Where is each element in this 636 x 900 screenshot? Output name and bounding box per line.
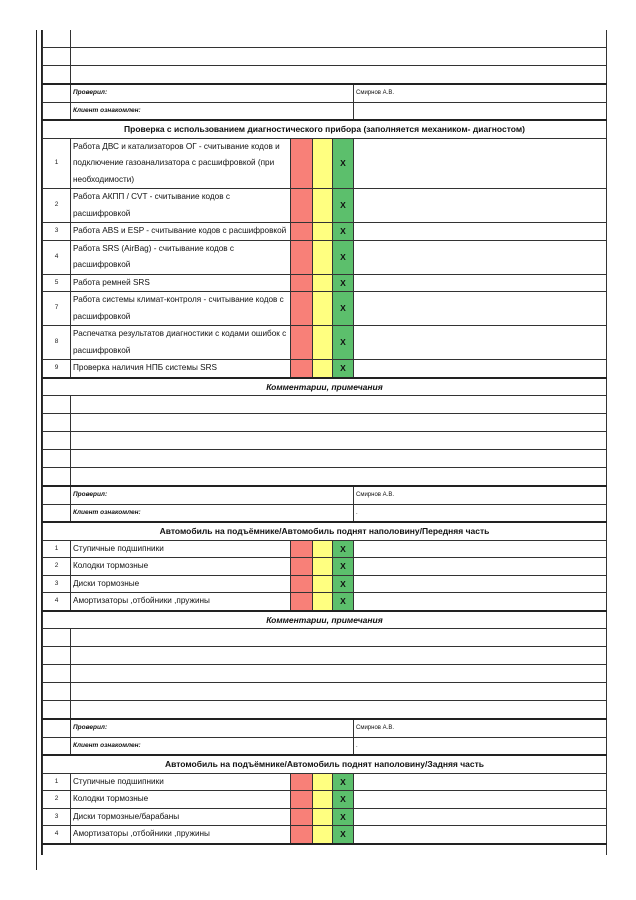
check-row [43, 189, 607, 223]
status-green-cell[interactable]: X [333, 540, 354, 558]
comments-title: Комментарии, примечания [43, 378, 607, 396]
note-cell[interactable] [354, 826, 607, 844]
status-yellow-cell[interactable] [313, 360, 333, 378]
status-green-cell[interactable]: X [333, 808, 354, 826]
row-number: 4 [43, 826, 71, 844]
comment-input[interactable] [71, 683, 607, 701]
check-row [43, 138, 607, 189]
status-red-cell[interactable] [291, 274, 313, 292]
check-item-label: Амортизаторы ,отбойники ,пружины [71, 826, 291, 844]
comment-row [43, 683, 607, 701]
row-number: 5 [43, 274, 71, 292]
status-green-cell[interactable]: X [333, 292, 354, 326]
row-number: 1 [43, 540, 71, 558]
comment-num-cell [43, 701, 71, 720]
check-item-label: Работа ремней SRS [71, 274, 291, 292]
note-cell[interactable] [354, 808, 607, 826]
comment-input[interactable] [71, 450, 607, 468]
sig-num-cell [43, 737, 71, 755]
sig-num-cell [43, 486, 71, 504]
check-row [43, 575, 607, 593]
status-yellow-cell[interactable] [313, 575, 333, 593]
comment-num-cell [43, 665, 71, 683]
row-number: 8 [43, 326, 71, 360]
status-yellow-cell[interactable] [313, 593, 333, 611]
comment-row [43, 48, 607, 66]
row-number: 3 [43, 575, 71, 593]
checked-by-value[interactable]: Смирнов А.В. [354, 719, 607, 737]
note-cell[interactable] [354, 360, 607, 378]
check-item-label: Колодки тормозные [71, 558, 291, 576]
section-header-rear [43, 755, 607, 773]
check-row [43, 240, 607, 274]
status-yellow-cell[interactable] [313, 274, 333, 292]
comments-header [43, 378, 607, 396]
check-item-label: Проверка наличия НПБ системы SRS [71, 360, 291, 378]
row-number: 3 [43, 223, 71, 241]
check-item-label: Работа АКПП / CVT - считывание кодов с расшифровкой [71, 189, 291, 223]
row-number: 1 [43, 773, 71, 791]
status-red-cell[interactable] [291, 189, 313, 223]
status-green-cell[interactable]: X [333, 326, 354, 360]
comment-row [43, 629, 607, 647]
status-red-cell[interactable] [291, 292, 313, 326]
status-red-cell[interactable] [291, 326, 313, 360]
row-number: 4 [43, 240, 71, 274]
note-cell[interactable] [354, 540, 607, 558]
table-tail [43, 844, 607, 855]
checked-by-label: Проверил: [71, 486, 354, 504]
comment-input[interactable] [71, 432, 607, 450]
check-item-label: Работа системы климат-контроля - считывание кодов с расшифровкой [71, 292, 291, 326]
status-yellow-cell[interactable] [313, 791, 333, 809]
comment-row [43, 665, 607, 683]
status-yellow-cell[interactable] [313, 773, 333, 791]
note-cell[interactable] [354, 791, 607, 809]
outer-border-line [36, 30, 37, 870]
comments-title: Комментарии, примечания [43, 611, 607, 629]
comment-row [43, 450, 607, 468]
note-cell[interactable] [354, 292, 607, 326]
status-yellow-cell[interactable] [313, 558, 333, 576]
comment-num-cell [43, 48, 71, 66]
status-red-cell[interactable] [291, 138, 313, 189]
status-green-cell[interactable]: X [333, 274, 354, 292]
check-row [43, 826, 607, 844]
status-yellow-cell[interactable] [313, 826, 333, 844]
comment-num-cell [43, 432, 71, 450]
note-cell[interactable] [354, 558, 607, 576]
check-item-label: Распечатка результатов диагностики с кодами ошибок с расшифровкой [71, 326, 291, 360]
signature-row-client [43, 102, 607, 120]
note-cell[interactable] [354, 223, 607, 241]
checked-by-label: Проверил: [71, 84, 354, 102]
status-red-cell[interactable] [291, 558, 313, 576]
check-row [43, 326, 607, 360]
check-row [43, 593, 607, 611]
comment-input[interactable] [71, 30, 607, 48]
comment-input[interactable] [71, 468, 607, 487]
status-yellow-cell[interactable] [313, 326, 333, 360]
row-number: 2 [43, 558, 71, 576]
check-row [43, 274, 607, 292]
status-green-cell[interactable]: X [333, 240, 354, 274]
check-row [43, 360, 607, 378]
client-acknowledged-label: Клиент ознакомлен: [71, 102, 354, 120]
status-green-cell[interactable]: X [333, 826, 354, 844]
inspection-table [42, 30, 607, 855]
comment-num-cell [43, 396, 71, 414]
status-green-cell[interactable]: X [333, 189, 354, 223]
comment-input[interactable] [71, 414, 607, 432]
status-green-cell[interactable]: X [333, 791, 354, 809]
comments-header [43, 611, 607, 629]
comment-input[interactable] [71, 48, 607, 66]
comment-num-cell [43, 468, 71, 487]
note-cell[interactable] [354, 326, 607, 360]
status-yellow-cell[interactable] [313, 189, 333, 223]
comment-row [43, 414, 607, 432]
comment-num-cell [43, 629, 71, 647]
status-red-cell[interactable] [291, 791, 313, 809]
sig-num-cell [43, 719, 71, 737]
comment-row [43, 432, 607, 450]
check-item-label: Ступичные подшипники [71, 540, 291, 558]
section-header-diagnostics [43, 120, 607, 138]
status-green-cell[interactable]: X [333, 575, 354, 593]
inspection-sheet [41, 30, 607, 855]
row-number: 1 [43, 138, 71, 189]
comment-row [43, 30, 607, 48]
comment-num-cell [43, 647, 71, 665]
row-number: 2 [43, 791, 71, 809]
status-green-cell[interactable]: X [333, 773, 354, 791]
status-green-cell[interactable]: X [333, 223, 354, 241]
comment-input[interactable] [71, 66, 607, 85]
check-item-label: Диски тормозные/барабаны [71, 808, 291, 826]
comment-row [43, 647, 607, 665]
check-item-label: Диски тормозные [71, 575, 291, 593]
signature-row-client [43, 737, 607, 755]
status-red-cell[interactable] [291, 808, 313, 826]
row-number: 3 [43, 808, 71, 826]
comment-input[interactable] [71, 396, 607, 414]
section-title-rear: Автомобиль на подъёмнике/Автомобиль поднят наполовину/Задняя часть [43, 755, 607, 773]
status-green-cell[interactable]: X [333, 593, 354, 611]
section-header-front [43, 522, 607, 540]
status-red-cell[interactable] [291, 826, 313, 844]
comment-input[interactable] [71, 701, 607, 720]
row-number: 4 [43, 593, 71, 611]
comment-num-cell [43, 66, 71, 85]
comment-row [43, 396, 607, 414]
check-row [43, 292, 607, 326]
signature-row-checked [43, 84, 607, 102]
comment-num-cell [43, 414, 71, 432]
check-item-label: Ступичные подшипники [71, 773, 291, 791]
note-cell[interactable] [354, 189, 607, 223]
status-red-cell[interactable] [291, 540, 313, 558]
status-red-cell[interactable] [291, 360, 313, 378]
note-cell[interactable] [354, 575, 607, 593]
client-acknowledged-value[interactable] [354, 102, 607, 120]
note-cell[interactable] [354, 138, 607, 189]
comment-input[interactable] [71, 629, 607, 647]
check-item-label: Работа ABS и ESP - считывание кодов с расшифровкой [71, 223, 291, 241]
comment-num-cell [43, 450, 71, 468]
check-item-label: Работа SRS (AirBag) - считывание кодов с расшифровкой [71, 240, 291, 274]
status-yellow-cell[interactable] [313, 540, 333, 558]
note-cell[interactable] [354, 274, 607, 292]
status-red-cell[interactable] [291, 240, 313, 274]
client-acknowledged-label: Клиент ознакомлен: [71, 504, 354, 522]
signature-row-client [43, 504, 607, 522]
tail-cell [43, 844, 607, 855]
status-green-cell[interactable]: X [333, 138, 354, 189]
comment-row [43, 66, 607, 85]
section-title-front: Автомобиль на подъёмнике/Автомобиль поднят наполовину/Передняя часть [43, 522, 607, 540]
status-green-cell[interactable]: X [333, 558, 354, 576]
status-yellow-cell[interactable] [313, 292, 333, 326]
status-red-cell[interactable] [291, 593, 313, 611]
status-yellow-cell[interactable] [313, 223, 333, 241]
status-green-cell[interactable]: X [333, 360, 354, 378]
note-cell[interactable] [354, 240, 607, 274]
note-cell[interactable] [354, 593, 607, 611]
status-yellow-cell[interactable] [313, 808, 333, 826]
sig-num-cell [43, 504, 71, 522]
checked-by-label: Проверил: [71, 719, 354, 737]
signature-row-checked [43, 719, 607, 737]
sig-num-cell [43, 102, 71, 120]
sig-num-cell [43, 84, 71, 102]
comment-num-cell [43, 683, 71, 701]
checked-by-value[interactable]: Смирнов А.В. [354, 486, 607, 504]
comment-input[interactable] [71, 665, 607, 683]
comment-input[interactable] [71, 647, 607, 665]
check-item-label: Работа ДВС и катализаторов ОГ - считывание кодов и подключение газоанализатора с расшифровкой (при необходимости) [71, 138, 291, 189]
client-acknowledged-label: Клиент ознакомлен: [71, 737, 354, 755]
note-cell[interactable] [354, 773, 607, 791]
row-number: 2 [43, 189, 71, 223]
comment-num-cell [43, 30, 71, 48]
section-title-diagnostics: Проверка с использованием диагностического прибора (заполняется механиком- диагностом) [43, 120, 607, 138]
comment-row [43, 701, 607, 720]
status-red-cell[interactable] [291, 575, 313, 593]
client-acknowledged-value[interactable]: . [354, 504, 607, 522]
check-row [43, 223, 607, 241]
status-yellow-cell[interactable] [313, 240, 333, 274]
status-red-cell[interactable] [291, 773, 313, 791]
check-item-label: Колодки тормозные [71, 791, 291, 809]
row-number: 7 [43, 292, 71, 326]
check-item-label: Амортизаторы ,отбойники ,пружины [71, 593, 291, 611]
row-number: 9 [43, 360, 71, 378]
check-row [43, 540, 607, 558]
checked-by-value[interactable]: Смирнов А.В. [354, 84, 607, 102]
signature-row-checked [43, 486, 607, 504]
status-red-cell[interactable] [291, 223, 313, 241]
status-yellow-cell[interactable] [313, 138, 333, 189]
check-row [43, 773, 607, 791]
check-row [43, 808, 607, 826]
check-row [43, 558, 607, 576]
comment-row [43, 468, 607, 487]
check-row [43, 791, 607, 809]
client-acknowledged-value[interactable]: . [354, 737, 607, 755]
